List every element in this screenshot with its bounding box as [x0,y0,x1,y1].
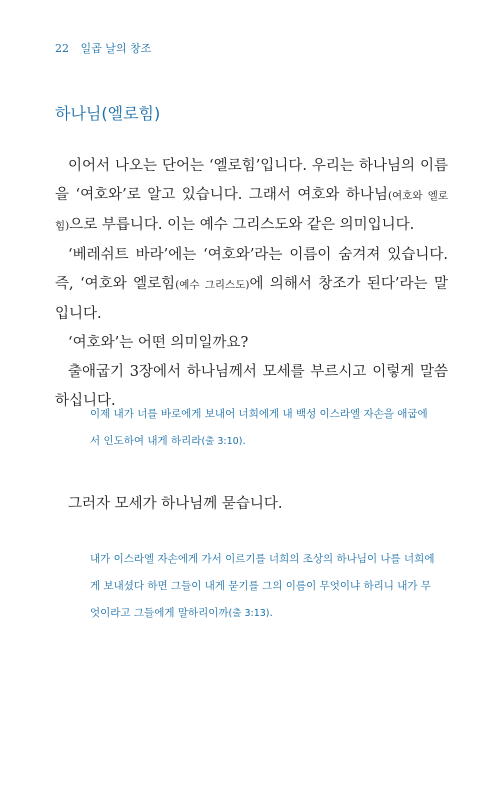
paragraph-2 [55,241,448,329]
running-title: 일곱 날의 창조 [80,42,152,55]
paragraph-4: 출애굽기 3장에서 하나님께서 모세를 부르시고 이렇게 말씀하십니다. [55,364,448,409]
paragraph-2-part-a: ‘베레쉬트 바라’에는 ‘여호와’라는 이름이 숨겨져 있습니다. 즉, ‘여호와 엘로힘 [55,247,448,292]
paragraph-2-small: (예수 그리스도) [175,279,250,291]
scripture-quote-1 [90,401,435,455]
paragraph-1 [55,152,448,241]
quote-1-end: . [242,435,246,447]
page-number: 22 [55,42,69,55]
body-text [55,152,448,416]
scripture-quote-2 [90,546,435,627]
paragraph-1-part-a: 이어서 나오는 단어는 ‘엘로힘’입니다. 우리는 하나님의 이름을 ‘여호와’로 알고 있습니다. 그래서 여호와 하나님 [55,158,448,203]
section-heading: 하나님(엘로힘) [55,104,161,123]
quote-1-text: 이제 내가 너를 바로에게 보내어 너희에게 내 백성 이스라엘 자손을 애굽에서 인도하여 내게 하리라 [90,408,428,447]
quote-1-reference: (출 3:10) [201,436,243,447]
paragraph-3: ‘여호와’는 어떤 의미일까요? [68,335,249,351]
quote-2-end: . [269,607,273,619]
quote-2-reference: (출 3:13) [228,608,270,619]
paragraph-1-part-b: 으로 부릅니다. 이는 예수 그리스도와 같은 의미입니다. [69,217,415,233]
running-header [55,40,151,56]
quote-2-text: 내가 이스라엘 자손에게 가서 이르기를 너희의 조상의 하나님이 나를 너희에게 보내셨다 하면 그들이 내게 묻기를 그의 이름이 무엇이냐 하리니 내가 무엇이라고 그들에게 말하리이까 [90,553,435,619]
paragraph-2-part-b: 에 의해서 창조가 된다’라는 말입니다. [55,276,448,322]
paragraph-5: 그러자 모세가 하나님께 묻습니다. [68,496,283,512]
paragraph-1-small: (여호와 엘로힘) [55,190,448,232]
